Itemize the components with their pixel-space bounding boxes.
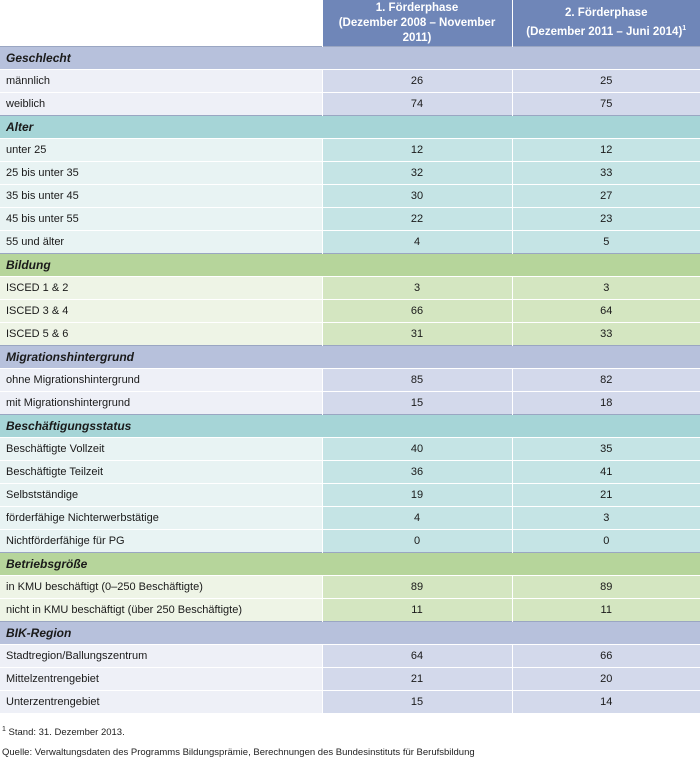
section-header-row [0, 254, 700, 277]
value-phase-2: 5 [512, 231, 700, 254]
header-phase-1-title: 1. Förderphase [375, 1, 459, 14]
table-row [0, 139, 700, 162]
value-phase-2: 66 [512, 645, 700, 668]
row-label: weiblich [0, 93, 322, 116]
value-phase-2: 11 [512, 599, 700, 622]
row-label: mit Migrationshintergrund [0, 392, 322, 415]
table-row [0, 530, 700, 553]
value-phase-2: 64 [512, 300, 700, 323]
row-label: ISCED 1 & 2 [0, 277, 322, 300]
value-phase-1: 15 [322, 691, 512, 714]
value-phase-1: 4 [322, 231, 512, 254]
row-label: ISCED 5 & 6 [0, 323, 322, 346]
footnote [0, 723, 700, 740]
header-phase-1 [322, 0, 512, 47]
table-row [0, 369, 700, 392]
row-label: Stadtregion/Ballungszentrum [0, 645, 322, 668]
value-phase-1: 19 [322, 484, 512, 507]
value-phase-2: 14 [512, 691, 700, 714]
value-phase-1: 22 [322, 208, 512, 231]
table-row [0, 691, 700, 714]
value-phase-1: 26 [322, 70, 512, 93]
row-label: Nichtförderfähige für PG [0, 530, 322, 553]
footnote-sup: 1 [2, 726, 6, 733]
row-label: Beschäftigte Vollzeit [0, 438, 322, 461]
value-phase-2: 89 [512, 576, 700, 599]
value-phase-2: 0 [512, 530, 700, 553]
section-title: Beschäftigungsstatus [0, 415, 700, 438]
footnote-marker: 1 [682, 25, 687, 33]
value-phase-2: 3 [512, 507, 700, 530]
table-row [0, 185, 700, 208]
header-phase-1-period: (Dezember 2008 – November 2011) [338, 16, 496, 44]
row-label: 55 und älter [0, 231, 322, 254]
row-label: förderfähige Nichterwerbstätige [0, 507, 322, 530]
value-phase-1: 32 [322, 162, 512, 185]
row-label: 35 bis unter 45 [0, 185, 322, 208]
table-row [0, 208, 700, 231]
value-phase-2: 18 [512, 392, 700, 415]
value-phase-2: 33 [512, 323, 700, 346]
section-title: Betriebsgröße [0, 553, 700, 576]
value-phase-1: 74 [322, 93, 512, 116]
value-phase-2: 75 [512, 93, 700, 116]
value-phase-1: 3 [322, 277, 512, 300]
table-header-row [0, 0, 700, 47]
table-row [0, 392, 700, 415]
row-label: 45 bis unter 55 [0, 208, 322, 231]
table-row [0, 323, 700, 346]
source-note: Quelle: Verwaltungsdaten des Programms Bildungsprämie, Berechnungen des Bundesinstituts für Berufsbildung [2, 747, 475, 759]
value-phase-1: 0 [322, 530, 512, 553]
value-phase-1: 64 [322, 645, 512, 668]
row-label: Mittelzentrengebiet [0, 668, 322, 691]
value-phase-2: 21 [512, 484, 700, 507]
header-phase-2 [512, 0, 700, 47]
table-row [0, 70, 700, 93]
table-row [0, 231, 700, 254]
table-row [0, 507, 700, 530]
table-row [0, 162, 700, 185]
row-label: unter 25 [0, 139, 322, 162]
value-phase-2: 20 [512, 668, 700, 691]
value-phase-1: 12 [322, 139, 512, 162]
table-row [0, 576, 700, 599]
value-phase-1: 40 [322, 438, 512, 461]
table-row [0, 438, 700, 461]
table-row [0, 277, 700, 300]
row-label: nicht in KMU beschäftigt (über 250 Beschäftigte) [0, 599, 322, 622]
table-row [0, 645, 700, 668]
section-title: Geschlecht [0, 47, 700, 70]
value-phase-1: 36 [322, 461, 512, 484]
row-label: Unterzentrengebiet [0, 691, 322, 714]
value-phase-1: 21 [322, 668, 512, 691]
section-header-row [0, 47, 700, 70]
value-phase-2: 23 [512, 208, 700, 231]
table-row [0, 484, 700, 507]
value-phase-2: 33 [512, 162, 700, 185]
section-title: Bildung [0, 254, 700, 277]
value-phase-2: 27 [512, 185, 700, 208]
row-label: ISCED 3 & 4 [0, 300, 322, 323]
section-header-row [0, 415, 700, 438]
section-title: Alter [0, 116, 700, 139]
header-blank-cell [0, 0, 322, 47]
table-body [0, 47, 700, 714]
value-phase-1: 31 [322, 323, 512, 346]
value-phase-1: 11 [322, 599, 512, 622]
value-phase-2: 41 [512, 461, 700, 484]
footnote-text: Stand: 31. Dezember 2013. [5, 727, 125, 739]
row-label: 25 bis unter 35 [0, 162, 322, 185]
value-phase-1: 4 [322, 507, 512, 530]
header-phase-2-period-text: (Dezember 2011 – Juni 2014) [526, 25, 683, 38]
section-header-row [0, 346, 700, 369]
section-title: BIK-Region [0, 622, 700, 645]
value-phase-2: 12 [512, 139, 700, 162]
value-phase-2: 3 [512, 277, 700, 300]
section-header-row [0, 116, 700, 139]
header-phase-2-title: 2. Förderphase [565, 7, 648, 20]
value-phase-1: 89 [322, 576, 512, 599]
value-phase-1: 15 [322, 392, 512, 415]
value-phase-2: 25 [512, 70, 700, 93]
row-label: männlich [0, 70, 322, 93]
row-label: Selbstständige [0, 484, 322, 507]
table-row [0, 461, 700, 484]
table-row [0, 93, 700, 116]
value-phase-2: 82 [512, 369, 700, 392]
value-phase-1: 66 [322, 300, 512, 323]
section-header-row [0, 622, 700, 645]
section-title: Migrationshintergrund [0, 346, 700, 369]
row-label: in KMU beschäftigt (0–250 Beschäftigte) [0, 576, 322, 599]
table-row [0, 300, 700, 323]
header-phase-2-period [517, 21, 697, 40]
table-row [0, 668, 700, 691]
section-header-row [0, 553, 700, 576]
row-label: ohne Migrationshintergrund [0, 369, 322, 392]
value-phase-1: 85 [322, 369, 512, 392]
value-phase-2: 35 [512, 438, 700, 461]
value-phase-1: 30 [322, 185, 512, 208]
table-row [0, 599, 700, 622]
row-label: Beschäftigte Teilzeit [0, 461, 322, 484]
